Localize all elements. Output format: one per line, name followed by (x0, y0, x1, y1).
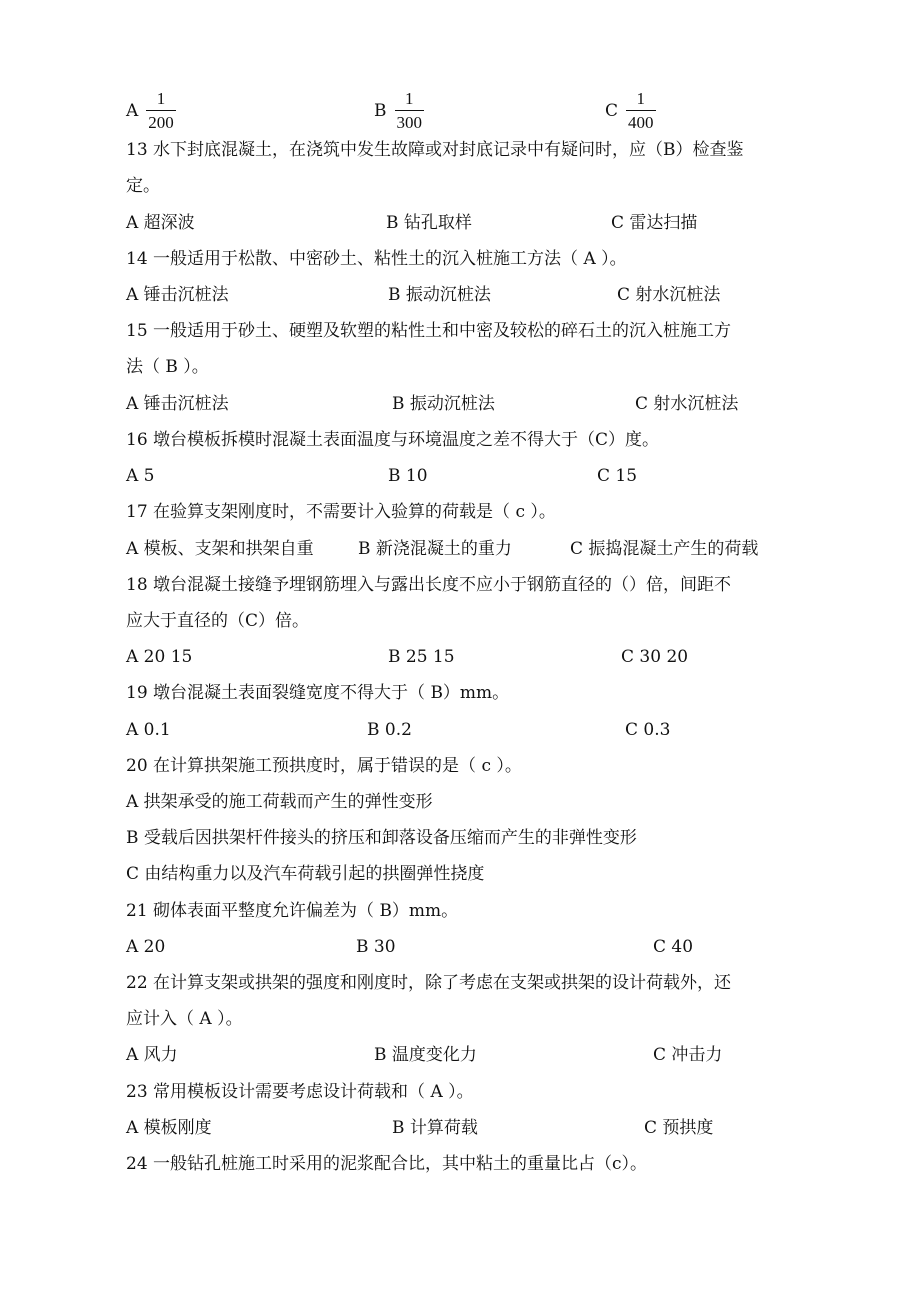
q17-option-b: B 新浇混凝土的重力 (358, 539, 512, 559)
option-a (126, 88, 176, 134)
q22-option-c: C 冲击力 (653, 1045, 723, 1065)
question-17: 17 在验算支架刚度时，不需要计入验算的荷载是（ c ）。 (126, 502, 556, 522)
question-20: 20 在计算拱架施工预拱度时，属于错误的是（ c ）。 (126, 756, 522, 776)
q16-option-c: C 15 (597, 466, 638, 486)
fraction-bar (626, 110, 656, 111)
q19-option-a: A 0.1 (126, 720, 171, 740)
question-13-line-2: 定。 (126, 176, 160, 196)
q13-option-b: B 钻孔取样 (386, 213, 472, 233)
q14-option-b: B 振动沉桩法 (388, 285, 491, 305)
denominator: 400 (628, 113, 654, 132)
numerator: 1 (156, 89, 166, 108)
q15-option-c: C 射水沉桩法 (635, 394, 739, 414)
question-21: 21 砌体表面平整度允许偏差为（ B）mm。 (126, 901, 459, 921)
q22-option-b: B 温度变化力 (374, 1045, 477, 1065)
q13-option-a: A 超深波 (126, 213, 195, 233)
q15-option-b: B 振动沉桩法 (392, 394, 495, 414)
question-15-line-2: 法（ B ）。 (126, 357, 209, 377)
question-18-line-2: 应大于直径的（C）倍。 (126, 611, 310, 631)
option-letter: A (126, 101, 139, 121)
q13-option-c: C 雷达扫描 (611, 213, 698, 233)
question-22-line-2: 应计入（ A ）。 (126, 1009, 243, 1029)
question-22-line-1: 22 在计算支架或拱架的强度和刚度时，除了考虑在支架或拱架的设计荷载外，还 (126, 973, 732, 993)
fraction-bar (146, 110, 176, 111)
q16-option-a: A 5 (126, 466, 155, 486)
q18-option-c: C 30 20 (621, 647, 689, 667)
option-letter: C (605, 101, 619, 121)
fraction (626, 89, 656, 133)
q23-option-c: C 预拱度 (644, 1118, 714, 1138)
fraction-bar (395, 110, 425, 111)
question-13-line-1: 13 水下封底混凝土，在浇筑中发生故障或对封底记录中有疑问时，应（B）检查鉴 (126, 140, 744, 160)
denominator: 300 (396, 113, 422, 132)
q18-option-b: B 25 15 (388, 647, 455, 667)
question-23: 23 常用模板设计需要考虑设计荷载和（ A ）。 (126, 1082, 474, 1102)
fraction (395, 89, 425, 133)
q20-option-c: C 由结构重力以及汽车荷载引起的拱圈弹性挠度 (126, 864, 485, 884)
option-c (605, 88, 656, 134)
q18-option-a: A 20 15 (126, 647, 193, 667)
q23-option-a: A 模板刚度 (126, 1118, 212, 1138)
option-b (374, 88, 424, 134)
denominator: 200 (148, 113, 174, 132)
q21-option-b: B 30 (356, 937, 396, 957)
q14-option-a: A 锤击沉桩法 (126, 285, 229, 305)
q16-option-b: B 10 (388, 466, 428, 486)
q20-option-b: B 受载后因拱架杆件接头的挤压和卸落设备压缩而产生的非弹性变形 (126, 828, 637, 848)
q22-option-a: A 风力 (126, 1045, 178, 1065)
option-letter: B (374, 101, 387, 121)
numerator: 1 (636, 89, 646, 108)
q19-option-b: B 0.2 (367, 720, 412, 740)
q12-options (0, 88, 920, 134)
question-18-line-1: 18 墩台混凝土接缝予埋钢筋埋入与露出长度不应小于钢筋直径的（）倍，间距不 (126, 575, 732, 595)
q17-option-c: C 振捣混凝土产生的荷载 (570, 539, 759, 559)
q21-option-a: A 20 (126, 937, 166, 957)
q23-option-b: B 计算荷载 (392, 1118, 478, 1138)
question-24: 24 一般钻孔桩施工时采用的泥浆配合比，其中粘土的重量比占（c）。 (126, 1154, 648, 1174)
question-19: 19 墩台混凝土表面裂缝宽度不得大于（ B）mm。 (126, 683, 510, 703)
question-16: 16 墩台模板拆模时混凝土表面温度与环境温度之差不得大于（C）度。 (126, 430, 660, 450)
fraction (146, 89, 176, 133)
q15-option-a: A 锤击沉桩法 (126, 394, 229, 414)
numerator: 1 (405, 89, 414, 108)
q17-option-a: A 模板、支架和拱架自重 (126, 539, 314, 559)
question-15-line-1: 15 一般适用于砂土、硬塑及软塑的粘性土和中密及较松的碎石土的沉入桩施工方 (126, 321, 732, 341)
q19-option-c: C 0.3 (625, 720, 671, 740)
question-14: 14 一般适用于松散、中密砂土、粘性土的沉入桩施工方法（ A ）。 (126, 249, 627, 269)
q14-option-c: C 射水沉桩法 (617, 285, 721, 305)
q21-option-c: C 40 (653, 937, 694, 957)
q20-option-a: A 拱架承受的施工荷载而产生的弹性变形 (126, 792, 433, 812)
